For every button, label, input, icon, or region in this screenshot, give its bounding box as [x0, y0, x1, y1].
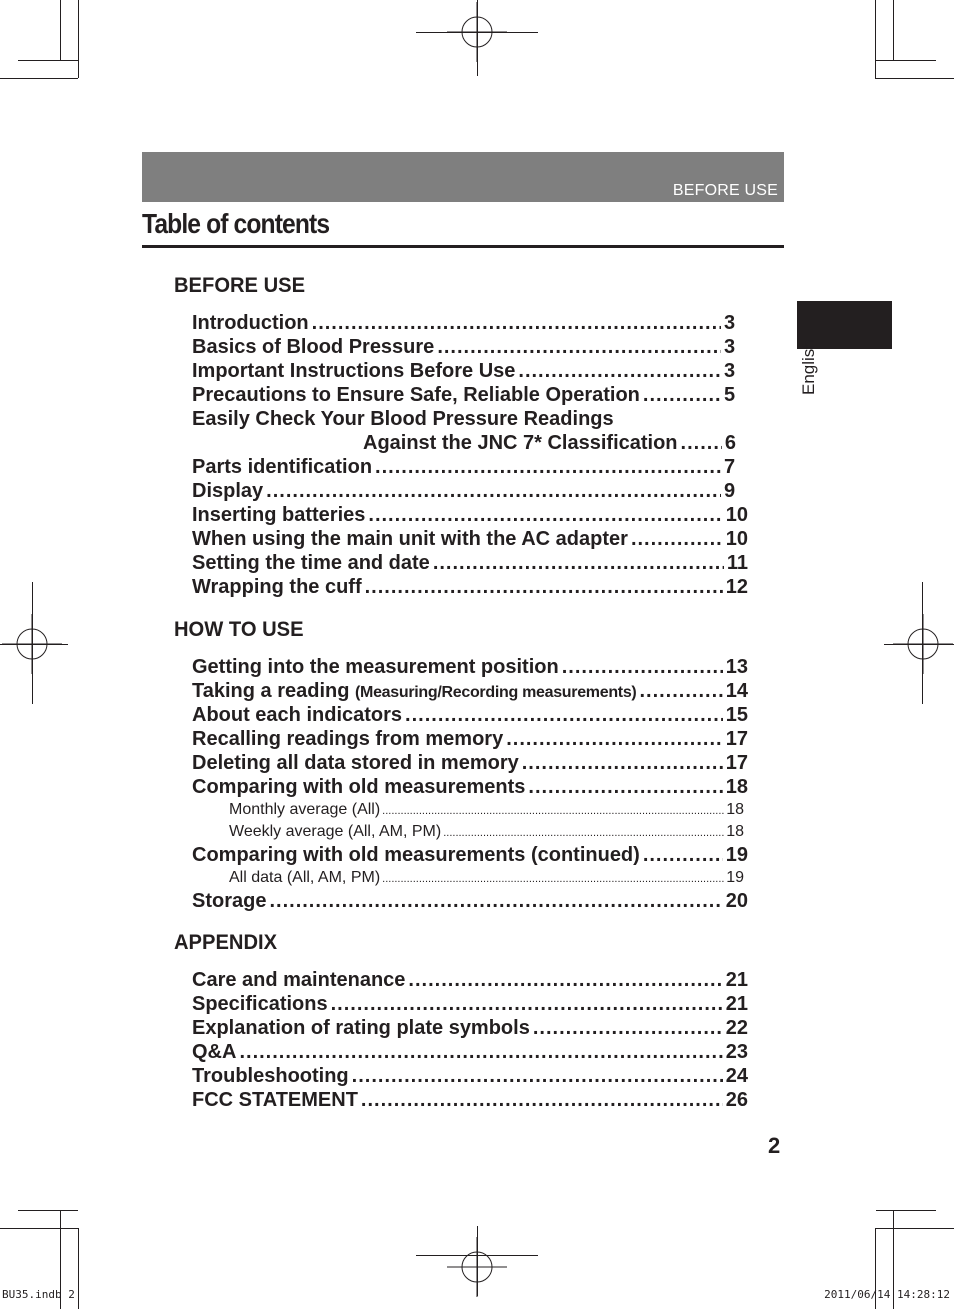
toc-entry-page: 3: [724, 360, 736, 382]
page-title: Table of contents: [142, 208, 330, 239]
leader-dots: [266, 479, 721, 503]
toc-entry-page: 17: [725, 752, 748, 774]
crop-mark: [876, 1210, 936, 1211]
toc-entry-page: 21: [725, 993, 748, 1015]
leader-dots: [639, 679, 722, 703]
leader-dots: [631, 527, 723, 551]
toc-entry-page: 15: [725, 704, 748, 726]
slug-filename: BU35.indb 2: [2, 1288, 75, 1301]
page-number: 2: [768, 1133, 781, 1158]
leader-dots: [522, 751, 723, 775]
toc-subentry-title: Weekly average (All, AM, PM): [229, 823, 442, 840]
crop-mark: [78, 1228, 79, 1309]
leader-dots: [643, 383, 721, 407]
toc-entry[interactable]: [192, 359, 748, 383]
toc-entry[interactable]: [192, 775, 748, 799]
toc-entry[interactable]: [192, 1064, 748, 1088]
toc-subentry-page: 18: [726, 823, 744, 840]
toc-entry[interactable]: [192, 968, 748, 992]
crop-mark: [78, 0, 79, 78]
crop-mark: [893, 0, 894, 60]
toc-entry-title: Q&A: [192, 1041, 237, 1063]
toc-entry-title: Specifications: [192, 993, 328, 1015]
leader-dots: [528, 775, 722, 799]
toc-entry-page: 10: [725, 504, 748, 526]
crop-mark: [18, 60, 78, 61]
toc-entry-title: Taking a reading: [192, 680, 350, 702]
toc-entry-page: 19: [725, 844, 748, 866]
toc-entry-page: 24: [725, 1065, 748, 1087]
leader-dots: [312, 311, 721, 335]
crop-mark: [0, 1228, 78, 1229]
crop-mark: [876, 60, 936, 61]
leader-dots: [506, 727, 723, 751]
toc-entry-title: Easily Check Your Blood Pressure Readings: [192, 408, 614, 430]
toc-entry[interactable]: [192, 335, 748, 359]
toc-entry-title: Recalling readings from memory: [192, 728, 504, 750]
leader-dots: [643, 843, 723, 867]
toc-entry-continuation[interactable]: [363, 431, 736, 455]
toc-subentry-page: 18: [726, 801, 744, 818]
section-heading-how-to-use: HOW TO USE: [174, 618, 304, 641]
toc-entry-page: 5: [724, 384, 736, 406]
toc-entry[interactable]: [192, 889, 748, 913]
toc-entry-page: 20: [725, 890, 748, 912]
toc-entry-page: 7: [724, 456, 736, 478]
toc-entry[interactable]: [192, 551, 748, 575]
crop-mark: [884, 644, 954, 645]
toc-entry-page: 23: [725, 1041, 748, 1063]
toc-entry-page: 18: [725, 776, 748, 798]
toc-entry[interactable]: [192, 703, 748, 727]
leader-dots: [368, 503, 722, 527]
toc-entry-page: 3: [724, 312, 736, 334]
toc-entry[interactable]: [192, 679, 748, 705]
toc-entry[interactable]: [192, 383, 748, 407]
toc-subentry[interactable]: [229, 868, 744, 889]
toc-entry[interactable]: [192, 407, 748, 431]
leader-dots: [433, 551, 724, 575]
toc-entry-title: Getting into the measurement position: [192, 656, 559, 678]
toc-entry-title: About each indicators: [192, 704, 403, 726]
toc-entry-title: Deleting all data stored in memory: [192, 752, 519, 774]
section-heading-appendix: APPENDIX: [174, 931, 278, 954]
section-header-label: BEFORE USE: [672, 182, 778, 199]
title-divider: [142, 245, 784, 248]
leader-dots: [518, 359, 721, 383]
toc-subentry-title: All data (All, AM, PM): [229, 869, 381, 886]
toc-entry-title: Parts identification: [192, 456, 373, 478]
leader-dots: [408, 968, 722, 992]
section-heading-before-use: BEFORE USE: [174, 274, 306, 297]
toc-entry[interactable]: [192, 992, 748, 1016]
toc-entry[interactable]: [192, 575, 748, 599]
leader-dots: [269, 889, 722, 913]
toc-entry[interactable]: [192, 311, 748, 335]
leader-dots: [382, 801, 724, 821]
toc-entry-page: 17: [725, 728, 748, 750]
section-header-bar: [142, 152, 784, 202]
toc-entry-title: Introduction: [192, 312, 309, 334]
leader-dots: [361, 1088, 723, 1112]
toc-entry-title: Explanation of rating plate symbols: [192, 1017, 530, 1039]
leader-dots: [437, 335, 721, 359]
crop-mark: [922, 582, 923, 704]
leader-dots: [443, 823, 724, 843]
leader-dots: [375, 455, 721, 479]
toc-subentry-title: Monthly average (All): [229, 801, 381, 818]
toc-entry-page: 12: [725, 576, 748, 598]
toc-entry[interactable]: [192, 527, 748, 551]
crop-mark: [60, 0, 61, 60]
toc-entry-page: 21: [725, 969, 748, 991]
toc-entry-page: 22: [725, 1017, 748, 1039]
toc-entry-page: 14: [725, 680, 748, 702]
toc-subentry[interactable]: [229, 800, 744, 821]
toc-entry[interactable]: [192, 455, 748, 479]
toc-entry-page: 6: [724, 432, 736, 454]
toc-entry-title: Care and maintenance: [192, 969, 406, 991]
leader-dots: [681, 431, 722, 455]
toc-entry-title: FCC STATEMENT: [192, 1089, 358, 1111]
crop-mark: [875, 78, 954, 79]
toc-entry[interactable]: [192, 1040, 748, 1064]
crop-mark: [0, 78, 78, 79]
leader-dots: [239, 1040, 722, 1064]
toc-entry-title: Comparing with old measurements: [192, 776, 526, 798]
toc-entry[interactable]: [192, 503, 748, 527]
toc-entry-page: 13: [725, 656, 748, 678]
toc-entry-title: Comparing with old measurements (continued): [192, 844, 640, 866]
crop-mark: [477, 1226, 478, 1296]
toc-entry-title: Inserting batteries: [192, 504, 366, 526]
toc-entry-title: Important Instructions Before Use: [192, 360, 516, 382]
toc-entry-page: 3: [724, 336, 736, 358]
toc-entry-title: Display: [192, 480, 264, 502]
toc-entry-subtitle: (Measuring/Recording measurements): [355, 684, 637, 701]
toc-entry[interactable]: [192, 655, 748, 679]
crop-mark: [875, 1228, 954, 1229]
toc-entry-page: 10: [725, 528, 748, 550]
toc-subentry-page: 19: [726, 869, 744, 886]
toc-entry[interactable]: [192, 479, 748, 503]
leader-dots: [533, 1016, 723, 1040]
toc-entry[interactable]: [192, 1088, 748, 1112]
leader-dots: [352, 1064, 723, 1088]
crop-mark: [18, 1210, 78, 1211]
toc-entry[interactable]: [192, 843, 748, 867]
toc-entry-title-continuation: Against the JNC 7* Classification: [363, 432, 678, 454]
leader-dots: [382, 869, 724, 889]
toc-entry-title: Precautions to Ensure Safe, Reliable Operation: [192, 384, 640, 406]
crop-mark: [32, 582, 33, 704]
toc-entry[interactable]: [192, 727, 748, 751]
leader-dots: [405, 703, 723, 727]
toc-entry-page: 11: [726, 552, 748, 574]
crop-mark: [477, 0, 478, 76]
toc-entry-title: Basics of Blood Pressure: [192, 336, 435, 358]
toc-entry-title: When using the main unit with the AC adapter: [192, 528, 628, 550]
toc-entry-page: 26: [725, 1089, 748, 1111]
toc-entry-title: Storage: [192, 890, 267, 912]
crop-mark: [0, 644, 68, 645]
leader-dots: [331, 992, 723, 1016]
leader-dots: [562, 655, 723, 679]
slug-timestamp: 2011/06/14 14:28:12: [824, 1288, 950, 1301]
toc-entry-title: Troubleshooting: [192, 1065, 349, 1087]
toc-entry-title: Setting the time and date: [192, 552, 430, 574]
toc-entry-title: Wrapping the cuff: [192, 576, 362, 598]
toc-entry-page: 9: [724, 480, 736, 502]
crop-mark: [875, 0, 876, 78]
toc-entry[interactable]: [192, 751, 748, 775]
leader-dots: [365, 575, 723, 599]
toc-subentry[interactable]: [229, 822, 744, 843]
language-label: English: [799, 339, 818, 395]
toc-entry[interactable]: [192, 1016, 748, 1040]
